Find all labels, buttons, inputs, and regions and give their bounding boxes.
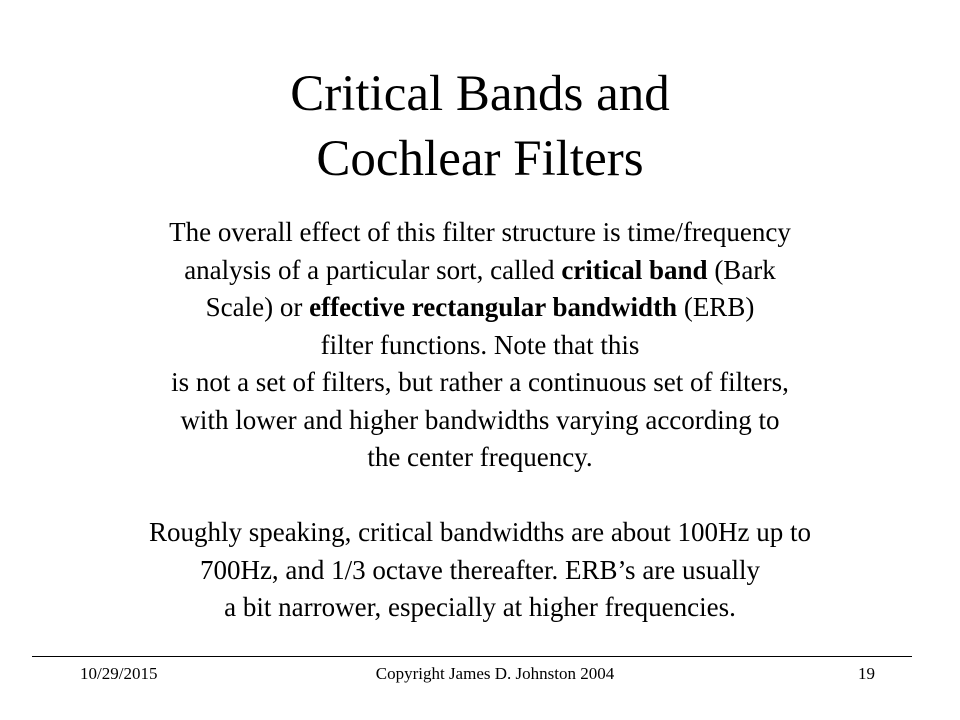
paragraph-gap [40, 477, 920, 515]
footer-copyright: Copyright James D. Johnston 2004 [375, 664, 615, 683]
body-line [40, 439, 920, 477]
term-critical-band: critical band [561, 254, 708, 285]
body-text: with lower and higher bandwidths varying according to [180, 404, 780, 435]
body-text: is not a set of filters, but rather a continuous set of filters, [171, 367, 789, 397]
body-line [40, 402, 920, 440]
body-line: Roughly speaking, critical bandwidths are about 100Hz up to [148, 517, 812, 547]
body-line: 700Hz, and 1/3 octave thereafter. ERB’s are usually [199, 554, 761, 585]
term-erb: effective rectangular bandwidth [309, 292, 678, 322]
body-line [40, 289, 920, 327]
body-text: the center frequency. [367, 442, 593, 472]
body-line [40, 252, 920, 290]
slide-body [40, 214, 920, 627]
footer-divider [32, 656, 912, 657]
body-text: Scale) or [205, 292, 310, 322]
page-number: 19 [858, 664, 875, 683]
body-line [40, 214, 920, 252]
body-line [40, 364, 920, 402]
slide-title [0, 62, 960, 192]
body-text: (ERB) [677, 292, 755, 322]
body-text: The overall effect of this filter structure is time/frequency [169, 217, 791, 247]
body-text: (Bark [707, 254, 776, 285]
body-line [40, 327, 920, 365]
title-line: Cochlear Filters [316, 131, 644, 187]
footer-date: 10/29/2015 [80, 664, 158, 683]
body-text: analysis of a particular sort, called [184, 254, 562, 285]
body-text: filter functions. Note that this [320, 329, 640, 360]
title-line: Critical Bands and [290, 66, 670, 122]
body-line: a bit narrower, especially at higher frequencies. [224, 592, 736, 622]
